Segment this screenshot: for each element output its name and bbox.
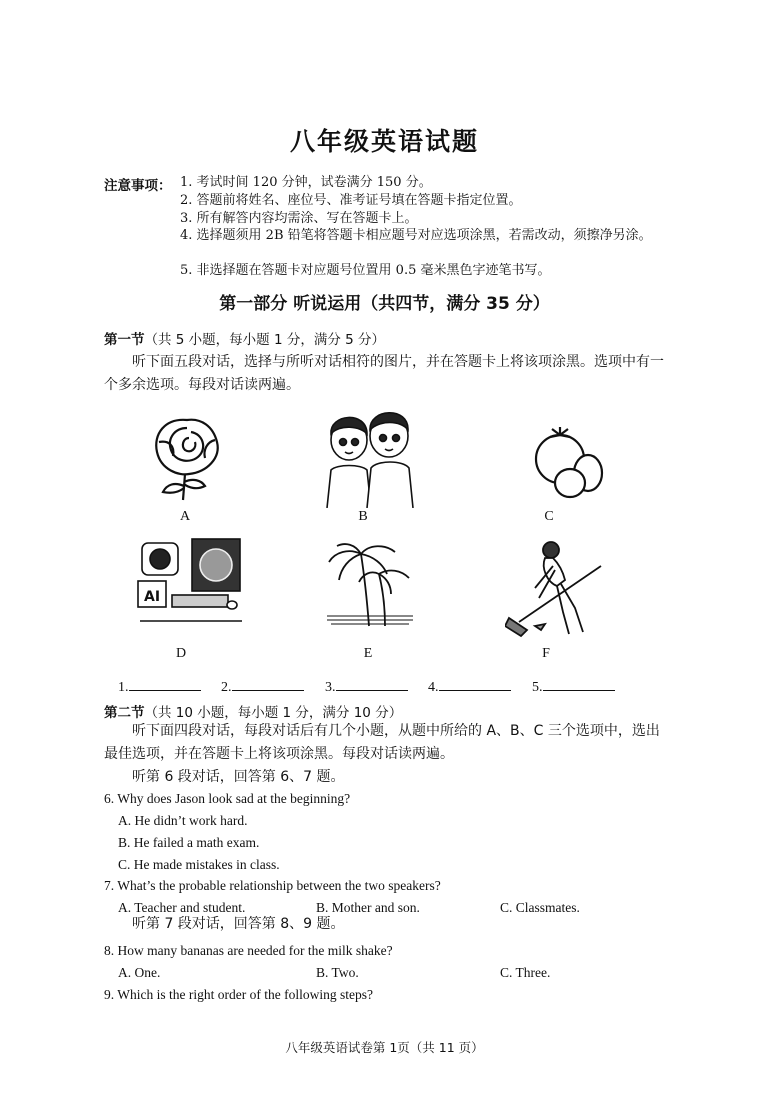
option[interactable]: C. Three. bbox=[500, 965, 551, 980]
rose-icon bbox=[145, 412, 230, 502]
option[interactable]: B. Two. bbox=[316, 965, 359, 980]
question-stem: 6. Why does Jason look sad at the beginning? bbox=[104, 791, 351, 806]
answer-blank[interactable] bbox=[428, 678, 511, 696]
option[interactable]: A. One. bbox=[118, 965, 161, 980]
blank-number: 2. bbox=[221, 680, 232, 695]
option[interactable]: A. He didn’t work hard. bbox=[118, 813, 248, 828]
blank-number: 4. bbox=[428, 680, 439, 695]
answer-blank[interactable] bbox=[325, 678, 408, 696]
ai-computer-icon bbox=[136, 535, 246, 627]
note-item: 4. 选择题须用 2B 铅笔将答题卡相应题号对应选项涂黑，若需改动，须擦净另涂。 bbox=[180, 228, 652, 243]
question-stem: 7. What’s the probable relationship between the two speakers? bbox=[104, 878, 441, 893]
question-stem: 8. How many bananas are needed for the milk shake? bbox=[104, 943, 393, 958]
section-instructions: 听下面四段对话，每段对话后有几个小题，从题中所给的 A、B、C 三个选项中，选出最佳选项，并在答题卡上将该项涂黑。每段对话读两遍。 bbox=[104, 723, 660, 762]
option[interactable]: C. Classmates. bbox=[500, 900, 580, 915]
question-stem: 9. Which is the right order of the following steps? bbox=[104, 987, 373, 1002]
section-heading bbox=[104, 328, 385, 348]
section-info: （共 5 小题，每小题 1 分，满分 5 分） bbox=[144, 332, 386, 348]
two-boys-icon bbox=[317, 398, 422, 508]
part-title: 第一部分 听说运用（共四节，满分 35 分） bbox=[219, 294, 550, 314]
blank-line bbox=[232, 678, 304, 691]
section-instructions: 听下面五段对话，选择与所听对话相符的图片，并在答题卡上将该项涂黑。选项中有一个多余选项。每段对话读两遍。 bbox=[104, 354, 664, 393]
note-item: 5. 非选择题在答题卡对应题号位置用 0.5 毫米黑色字迹笔书写。 bbox=[180, 263, 551, 278]
svg-text:AI: AI bbox=[144, 589, 161, 605]
blank-line bbox=[439, 678, 511, 691]
image-label: E bbox=[363, 646, 373, 661]
blank-number: 5. bbox=[532, 680, 543, 695]
section-name: 第二节 bbox=[104, 705, 145, 721]
blank-number: 1. bbox=[118, 680, 129, 695]
blank-line bbox=[129, 678, 201, 691]
blank-line bbox=[336, 678, 408, 691]
sweeping-boy-icon bbox=[505, 538, 605, 638]
notes-label: 注意事项： bbox=[104, 178, 172, 194]
image-label: C bbox=[544, 509, 554, 524]
option[interactable]: B. Mother and son. bbox=[316, 900, 420, 915]
note-item: 1. 考试时间 120 分钟，试卷满分 150 分。 bbox=[180, 175, 432, 190]
section-heading bbox=[104, 701, 402, 721]
note-item: 3. 所有解答内容均需涂、写在答题卡上。 bbox=[180, 211, 418, 226]
section-info: （共 10 小题，每小题 1 分，满分 10 分） bbox=[144, 705, 403, 721]
answer-blank[interactable] bbox=[118, 678, 201, 696]
palm-trees-icon bbox=[325, 540, 415, 628]
listen-instruction: 听第 7 段对话，回答第 8、9 题。 bbox=[132, 916, 345, 932]
option[interactable]: B. He failed a math exam. bbox=[118, 835, 260, 850]
answer-blank[interactable] bbox=[221, 678, 304, 696]
blank-line bbox=[543, 678, 615, 691]
option[interactable]: C. He made mistakes in class. bbox=[118, 857, 280, 872]
page-title: 八年级英语试题 bbox=[289, 127, 479, 156]
image-label: D bbox=[175, 646, 187, 661]
image-label: A bbox=[179, 509, 191, 524]
tomato-eggs-icon bbox=[530, 425, 610, 503]
image-label: F bbox=[542, 646, 550, 661]
blank-number: 3. bbox=[325, 680, 336, 695]
option[interactable]: A. Teacher and student. bbox=[118, 900, 246, 915]
page-footer: 八年级英语试卷第 1页（共 11 页） bbox=[285, 1040, 484, 1055]
image-label: B bbox=[358, 509, 368, 524]
note-item: 2. 答题前将姓名、座位号、准考证号填在答题卡指定位置。 bbox=[180, 193, 522, 208]
answer-blank[interactable] bbox=[532, 678, 615, 696]
listen-instruction: 听第 6 段对话，回答第 6、7 题。 bbox=[132, 769, 345, 785]
section-name: 第一节 bbox=[104, 332, 145, 348]
